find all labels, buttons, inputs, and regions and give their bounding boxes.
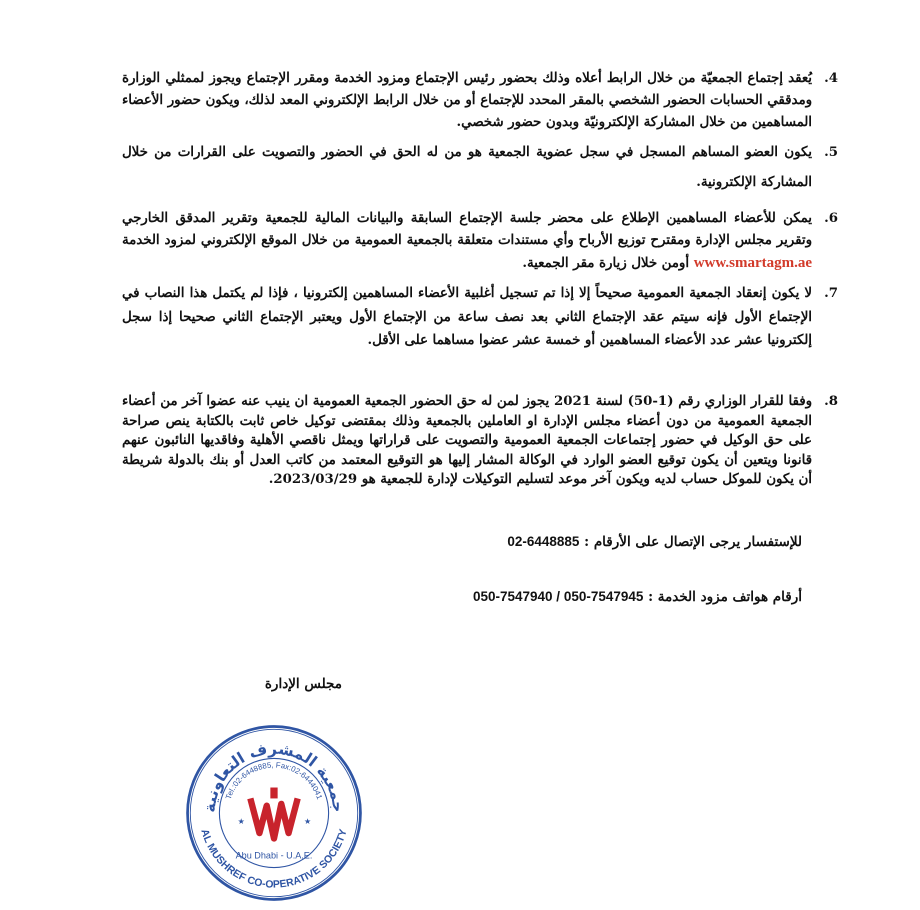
seal-phone: Tel.:02-6448885, Fax:02-6444041 — [223, 760, 325, 801]
clause-text: وفقا للقرار الوزاري رقم (1-50) لسنة 2021 يجوز لمن له حق الحضور الجمعية العمومية ان ينيب عنه عضوا آخر من أعضاء الجمعية العمومية من دون أعضاء مجلس الإدارة او العاملين بالجمعية وذلك بمقتضى توكيل خاص ثابت بالكتابة ينص صراحة على حق الوكيل في حضور إجتماعات الجمعية العمومية والتصويت على قراراتها ويمثل ناقصي الأهلية وفاقديها النائبون عنهم قانونا ويتعين أن يكون توقيع العضو الوارد في الوكالة المشار إليها هو التوقيع المعتمد من كاتب العدل أو بنك بالدولة شريطة أن يكون للموكل حساب لديه ويكون آخر موعد لتسليم التوكيلات لإدارة للجمعية هو 2023/03/29. — [122, 394, 812, 487]
clause-text: يُعقد إجتماع الجمعيّة من خلال الرابط أعلاه وذلك بحضور رئيس الإجتماع ومزود الخدمة ومقرر الإجتماع ويجوز لممثلي الوزارة ومدققي الحسابات الحضور الشخصي بالمقر المحدد للإجتماع أو من خلال الرابط الإلكتروني المعد لذلك، ويكون حضور الأعضاء المساهمين من خلال المشاركة الإلكترونيّة وبدون حضور شخصي. — [122, 71, 812, 130]
clause-number: .4 — [824, 71, 838, 86]
clause-5 — [122, 138, 838, 198]
inquiry-number: 02-6448885 — [507, 534, 580, 549]
clause-7 — [122, 282, 838, 353]
clause-text-after: أومن خلال زيارة مقر الجمعية. — [522, 256, 690, 271]
provider-numbers: 050-7547940 / 050-7547945 — [472, 589, 644, 604]
svg-text:جمعية المشرف التعاونية — [201, 740, 348, 814]
clause-4 — [122, 68, 838, 134]
provider-phones-line — [473, 589, 802, 605]
inquiry-label: للإستفسار يرجى الإتصال على الأرقام : — [584, 534, 802, 550]
clause-number: .6 — [824, 211, 838, 226]
clause-text: يكون العضو المساهم المسجل في سجل عضوية الجمعية هو من له الحق في الحضور والتصويت على القرارات من خلال المشاركة الإلكترونية. — [122, 145, 812, 190]
service-provider-link[interactable]: www.smartagm.ae — [693, 255, 812, 271]
board-signature: مجلس الإدارة — [264, 676, 342, 692]
cooperative-seal — [183, 722, 365, 904]
clause-number: .5 — [824, 145, 838, 160]
inquiry-line — [507, 534, 802, 550]
seal-city: Abu Dhabi - U.A.E. — [235, 850, 313, 861]
svg-text:★: ★ — [237, 815, 245, 826]
clause-number: .8 — [824, 394, 838, 409]
provider-label: أرقام هواتف مزود الخدمة : — [648, 589, 802, 605]
clause-8 — [122, 392, 838, 490]
seal-english-name: AL MUSHREF CO-OPERATIVE SOCIETY — [198, 828, 350, 891]
seal-arabic-name: جمعية المشرف التعاونية — [200, 739, 348, 814]
clause-6 — [122, 208, 838, 275]
clause-number: .7 — [824, 286, 838, 301]
svg-text:★: ★ — [304, 815, 312, 826]
seal-logo-icon — [250, 788, 297, 839]
clause-text: لا يكون إنعقاد الجمعية العمومية صحيحاً إلا إذا تم تسجيل أغلبية الأعضاء المساهمين إلكترونيا ، فإذا لم يكتمل هذا النصاب في الإجتماع الأول فإنه سيتم عقد الإجتماع الثاني بعد نصف ساعة من الإجتماع الأول ويعتبر الإجتماع الثاني صحيحا إذا سجل إلكترونيا عشر عدد الأعضاء المساهمين أو خمسة عشر عضوا مساهما على الأقل. — [122, 286, 812, 348]
clause-text: يمكن للأعضاء المساهمين الإطلاع على محضر جلسة الإجتماع السابقة والبيانات المالية للجمعية وتقرير المدقق الخارجي وتقرير مجلس الإدارة ومقترح توزيع الأرباح وأي مستندات متعلقة بالجمعية العمومية من خلال الموقع الإلكتروني لمزود الخدمة — [122, 211, 812, 248]
